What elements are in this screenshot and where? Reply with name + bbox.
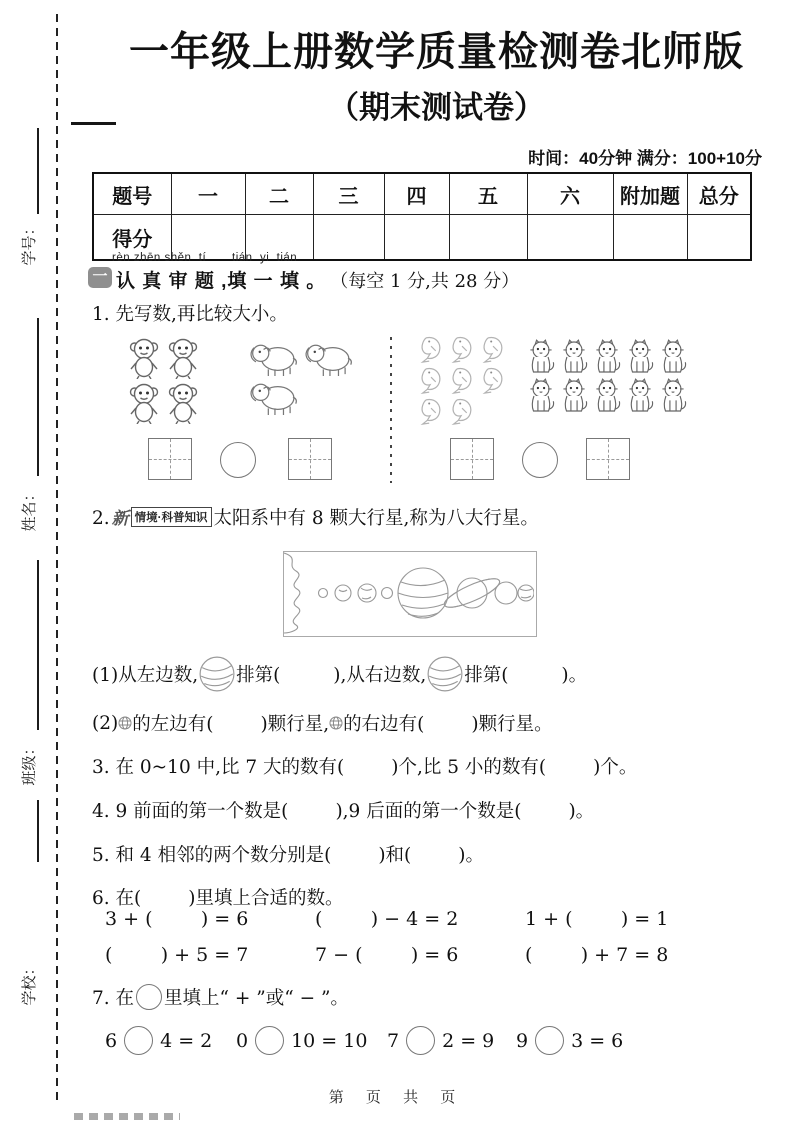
equation-row — [92, 908, 754, 938]
number-writing-box — [586, 438, 630, 480]
context-knowledge-badge: 情境·科普知识 — [131, 507, 212, 527]
score-empty-cell — [313, 215, 384, 261]
q7-equation — [105, 1026, 212, 1055]
cat-icon — [625, 339, 655, 375]
sub1-text: 排第( )。 — [464, 665, 588, 686]
new-badge: 新 — [111, 509, 129, 529]
cat-icon — [592, 378, 622, 414]
planet-mercury — [319, 589, 328, 598]
question-7-equations — [92, 1026, 754, 1062]
section-title: 认 真 审 题 ,填 一 填 。 — [116, 271, 327, 292]
q7-left: 0 — [236, 1029, 249, 1052]
score-empty-cell — [449, 215, 527, 261]
section-heading — [116, 266, 519, 293]
sun-shape — [284, 553, 300, 633]
q7-right: 10 = 10 — [291, 1029, 368, 1052]
planet-saturn — [457, 578, 487, 608]
number-writing-box — [450, 438, 494, 480]
score-row-label: 得分 — [93, 215, 171, 261]
question-2-body: 太阳系中有 8 颗大行星,称为八大行星。 — [213, 508, 539, 529]
sub2-text: 的右边有( )颗行星。 — [343, 714, 553, 735]
score-empty-cell — [384, 215, 449, 261]
sub1-text: 排第( ),从右边数, — [236, 665, 427, 686]
monkey-icon — [126, 382, 162, 424]
operator-circle — [136, 984, 162, 1010]
equation: ( ) − 4 = 2 — [315, 908, 459, 930]
score-header-cell: 四 — [384, 173, 449, 215]
q7-right: 3 = 6 — [571, 1029, 624, 1052]
page-subtitle: （期末测试卷） — [328, 90, 545, 125]
elephant-group — [248, 341, 360, 416]
dolphin-icon — [480, 335, 508, 363]
jupiter-icon — [426, 655, 464, 693]
score-header-cell: 六 — [527, 173, 613, 215]
margin-label-class: 班级： — [21, 740, 38, 786]
cat-icon — [625, 378, 655, 414]
q7-left: 9 — [516, 1029, 529, 1052]
elephant-icon — [248, 341, 300, 377]
question-5-text: 5. 和 4 相邻的两个数分别是( )和( )。 — [92, 845, 485, 866]
sub2-text: (2) — [92, 712, 119, 734]
sub2-text: 的左边有( )颗行星, — [132, 714, 330, 735]
q7-right: 2 = 9 — [442, 1029, 495, 1052]
score-table — [92, 172, 752, 261]
exam-meta: 时间：40分钟 满分：100+10分 — [528, 149, 762, 168]
earth-icon — [329, 716, 343, 730]
planet-uranus — [495, 582, 517, 604]
write-line — [37, 318, 39, 476]
dolphin-group — [418, 335, 510, 425]
cat-icon — [658, 378, 688, 414]
monkey-icon — [165, 337, 201, 379]
monkey-icon — [126, 337, 162, 379]
dolphin-icon — [418, 397, 446, 425]
question-2-text — [92, 504, 539, 530]
score-header-cell: 题号 — [93, 173, 171, 215]
equation: ( ) + 7 = 8 — [525, 944, 669, 966]
panel-divider — [390, 337, 392, 483]
operator-circle — [124, 1026, 153, 1055]
q7-prefix: 7. 在 — [92, 988, 135, 1009]
cat-icon — [559, 378, 589, 414]
operator-circle — [535, 1026, 564, 1055]
question-3-text: 3. 在 0~10 中,比 7 大的数有( )个,比 5 小的数有( )个。 — [92, 757, 638, 778]
question-6-text: 6. 在( )里填上合适的数。 — [92, 888, 344, 909]
operator-circle — [255, 1026, 284, 1055]
section-pinyin: rèn zhēn shěn tí tián yi tián — [112, 252, 298, 264]
monkey-icon — [165, 382, 201, 424]
score-header-cell: 二 — [245, 173, 313, 215]
dolphin-icon — [480, 366, 508, 394]
equation: 3 + ( ) = 6 — [105, 908, 249, 930]
q7-equation — [387, 1026, 494, 1055]
margin-label-school: 学校： — [21, 960, 38, 1006]
write-line — [37, 128, 39, 214]
earth-icon — [118, 716, 132, 730]
number-writing-box — [288, 438, 332, 480]
cat-icon — [592, 339, 622, 375]
cat-icon — [658, 339, 688, 375]
score-header-cell: 一 — [171, 173, 245, 215]
margin-label-name: 姓名： — [21, 486, 38, 532]
question-2-number: 2. — [92, 508, 110, 529]
number-writing-box — [148, 438, 192, 480]
question-2-sub2 — [92, 710, 553, 736]
cat-icon — [559, 339, 589, 375]
q7-suffix: 里填上“ + ”或“ − ”。 — [164, 988, 349, 1009]
equation: 7 − ( ) = 6 — [315, 944, 459, 966]
dolphin-icon — [418, 335, 446, 363]
score-empty-cell — [687, 215, 751, 261]
q7-left: 7 — [387, 1029, 400, 1052]
equation-row — [92, 944, 754, 974]
planet-earth — [358, 584, 376, 602]
question-1-text: 1. 先写数,再比较大小。 — [92, 304, 288, 325]
elephant-icon — [248, 380, 300, 416]
score-empty-cell — [613, 215, 687, 261]
score-header-cell: 五 — [449, 173, 527, 215]
section-note: （每空 1 分,共 28 分） — [330, 271, 520, 292]
page-footer: 第 页 共 页 — [328, 1089, 465, 1106]
score-header-cell: 三 — [313, 173, 384, 215]
section-number-icon: 一 — [88, 267, 112, 288]
dolphin-icon — [449, 335, 477, 363]
question-1-figure — [92, 333, 754, 488]
q7-equation — [516, 1026, 623, 1055]
comparison-circle — [522, 442, 558, 478]
q7-equation — [236, 1026, 367, 1055]
question-4-text: 4. 9 前面的第一个数是( ),9 后面的第一个数是( )。 — [92, 801, 595, 822]
write-line — [37, 560, 39, 730]
score-header-cell: 总分 — [687, 173, 751, 215]
equation: ( ) + 5 = 7 — [105, 944, 249, 966]
planet-mars — [382, 588, 393, 599]
jupiter-icon — [198, 655, 236, 693]
dolphin-icon — [418, 366, 446, 394]
margin-label-student-id: 学号： — [21, 220, 38, 266]
cat-icon — [526, 339, 556, 375]
dolphin-icon — [449, 366, 477, 394]
page-edge-artifact — [74, 1113, 180, 1120]
write-line — [37, 800, 39, 862]
cat-group — [526, 339, 692, 414]
score-empty-cell — [527, 215, 613, 261]
monkey-group — [126, 337, 206, 424]
solar-system-drawing — [284, 552, 534, 634]
solar-system-figure — [283, 551, 537, 637]
score-header-cell: 附加题 — [613, 173, 687, 215]
q7-right: 4 = 2 — [160, 1029, 213, 1052]
question-7-text — [92, 984, 349, 1010]
binding-dashed-line — [56, 14, 58, 1106]
sub1-text: (1)从左边数, — [92, 665, 199, 686]
page-title: 一年级上册数学质量检测卷北师版 — [129, 30, 744, 74]
dolphin-icon — [449, 397, 477, 425]
planet-neptune — [518, 585, 534, 601]
comparison-circle — [220, 442, 256, 478]
cat-icon — [526, 378, 556, 414]
operator-circle — [406, 1026, 435, 1055]
q7-left: 6 — [105, 1029, 118, 1052]
question-2-sub1 — [92, 652, 587, 696]
elephant-icon — [303, 341, 355, 377]
planet-jupiter — [398, 568, 448, 618]
planet-venus — [335, 585, 351, 601]
equation: 1 + ( ) = 1 — [525, 908, 669, 930]
